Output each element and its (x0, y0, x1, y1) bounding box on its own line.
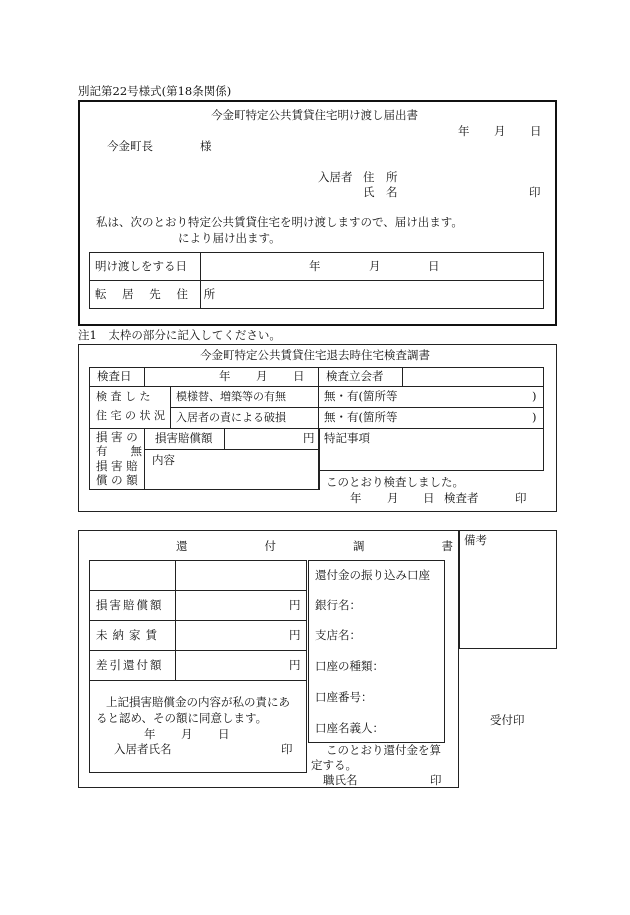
consent-line1: 上記損害賠償金の内容が私の責にあ (106, 695, 290, 709)
refund-net-yen: 円 (289, 658, 301, 672)
refund-net-label: 差引還付額 (96, 658, 164, 672)
alteration-label: 模様替、増築等の有無 (176, 390, 286, 403)
inspection-day: 日 (293, 369, 305, 383)
vacate-month: 月 (369, 259, 381, 273)
remarks-label: 備考 (464, 533, 487, 547)
addressee-honorific: 様 (200, 139, 212, 153)
notice-body-line2: により届け出ます。 (178, 231, 281, 245)
vacate-day: 日 (428, 259, 440, 273)
notice-date-day: 日 (530, 124, 542, 138)
officer-seal: 印 (430, 773, 442, 787)
refund-unpaid-label: 未納家賃 (96, 628, 162, 642)
witness-label: 検査立会者 (326, 369, 384, 383)
inspection-confirm: このとおり検査しました。 (326, 475, 464, 489)
damage-cause-value: 無・有(箇所等 (324, 410, 398, 424)
vacate-year: 年 (309, 259, 321, 273)
consent-day: 日 (218, 727, 230, 741)
damage-amount-yen: 円 (303, 431, 315, 445)
officer-label: 職氏名 (323, 773, 358, 787)
account-number-label: 口座番号： (315, 690, 373, 704)
inspector-day: 日 (423, 491, 435, 505)
damage-label-3: 損 害 賠 (96, 459, 138, 473)
damage-label-1: 損 害 の (96, 430, 138, 444)
bank-label: 銀行名： (315, 598, 361, 612)
consent-month: 月 (181, 727, 193, 741)
special-notes-label: 特記事項 (324, 431, 370, 445)
refund-confirm-line2: 定する。 (311, 758, 357, 772)
inspection-title: 今金町特定公共賃貸住宅退去時住宅検査調書 (200, 348, 430, 362)
inspection-month: 月 (256, 369, 268, 383)
form-identifier: 別記第22号様式(第18条関係) (78, 84, 232, 98)
inspection-year: 年 (219, 369, 231, 383)
addressee: 今金町長 (107, 139, 153, 153)
notice-date-year: 年 (458, 124, 470, 138)
alteration-close: ) (532, 389, 537, 403)
consent-line2: ると認め、その額に同意します。 (96, 711, 268, 725)
consent-year: 年 (144, 727, 156, 741)
notice-date-month: 月 (494, 124, 506, 138)
inspector-month: 月 (387, 491, 399, 505)
damage-cause-close: ) (532, 410, 537, 424)
alteration-value: 無・有(箇所等 (324, 389, 398, 403)
notice-title: 今金町特定公共賃貸住宅明け渡し届出書 (211, 108, 418, 122)
account-holder-label: 口座名義人： (315, 721, 384, 735)
account-table (308, 560, 445, 743)
damage-label-4: 償 の 額 (96, 473, 138, 487)
new-address-label: 転 居 先 住 所 (95, 287, 222, 301)
resident-label: 入居者 (318, 170, 353, 184)
refund-damage-label: 損害賠償額 (96, 598, 164, 612)
remarks-box (459, 530, 557, 649)
vacate-date-label: 明け渡しをする日 (95, 259, 187, 273)
refund-confirm-line1: このとおり還付金を算 (326, 743, 441, 757)
inspector-label: 検査者 (444, 491, 479, 505)
account-title: 還付金の振り込み口座 (315, 568, 430, 582)
resident-name-label: 入居者氏名 (114, 742, 172, 756)
damage-cause-label: 入居者の責による破損 (176, 411, 286, 424)
status-label-1: 検 査 し た (96, 390, 151, 403)
status-label-2: 住 宅 の 状 況 (96, 409, 165, 422)
damage-label-2: 有 無 (96, 444, 142, 458)
name-label: 氏 名 (363, 185, 398, 199)
address-label: 住 所 (363, 170, 398, 184)
form-note: 注1 太枠の部分に記入してください。 (78, 328, 281, 342)
refund-title: 還 付 調 書 (176, 539, 471, 553)
seal-mark: 印 (529, 185, 541, 199)
inspection-date-label: 検査日 (97, 369, 132, 383)
inspector-seal: 印 (515, 491, 527, 505)
resident-seal: 印 (281, 742, 293, 756)
receipt-stamp-label: 受付印 (490, 713, 525, 727)
branch-label: 支店名： (315, 628, 361, 642)
refund-unpaid-yen: 円 (289, 628, 301, 642)
account-type-label: 口座の種類： (315, 659, 384, 673)
damage-content-label: 内容 (152, 453, 175, 467)
inspector-year: 年 (350, 491, 362, 505)
refund-damage-yen: 円 (289, 598, 301, 612)
damage-amount-label: 損害賠償額 (155, 431, 213, 445)
notice-body-line1: 私は、次のとおり特定公共賃貸住宅を明け渡しますので、届け出ます。 (96, 215, 463, 229)
